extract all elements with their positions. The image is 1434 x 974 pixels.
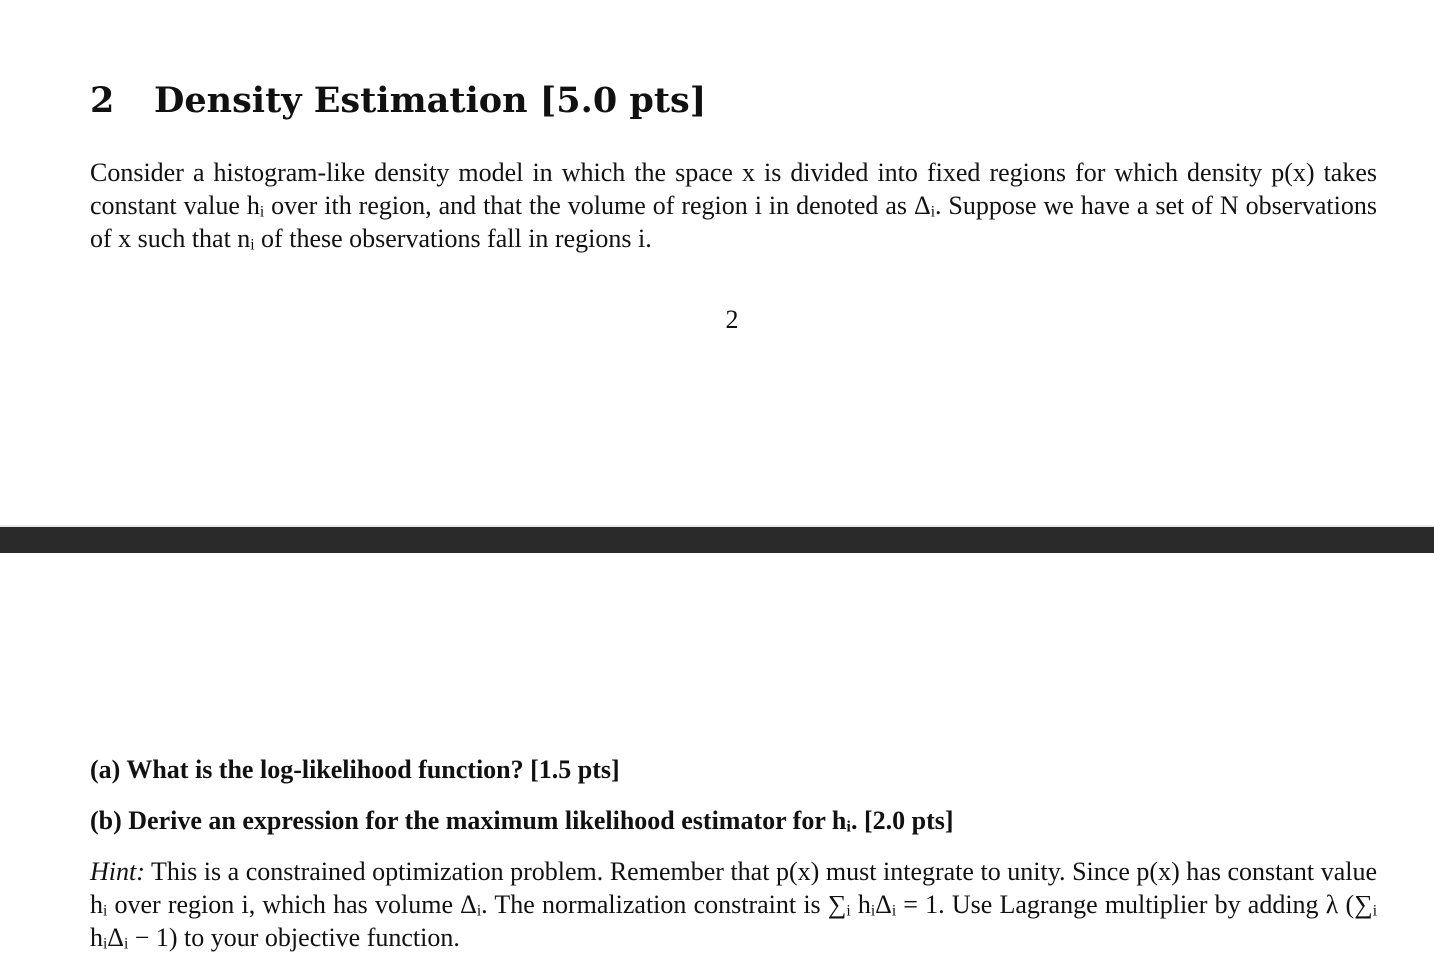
section-title: Density Estimation [5.0 pts] — [154, 80, 707, 121]
page-number: 2 — [725, 305, 739, 334]
hint-label: Hint: — [90, 857, 145, 886]
question-a: (a) What is the log-likelihood function? [1.5 pts] — [90, 755, 620, 784]
question-b: (b) Derive an expression for the maximum likelihood estimator for hᵢ. [2.0 pts] — [90, 806, 954, 835]
section-heading — [90, 78, 706, 124]
hint-paragraph — [90, 855, 1377, 954]
intro-paragraph: Consider a histogram-like density model in which the space x is divided into fixed regions for which density p(x) takes constant value hᵢ over ith region, and that the volume of region i in denoted as Δᵢ. Suppose we have a set of N observations of x such that nᵢ of these observations fall in regions i. — [90, 158, 1377, 253]
hint-text: This is a constrained optimization problem. Remember that p(x) must integrate to unity. Since p(x) has constant value hᵢ over region i, which has volume Δᵢ. The normalization constraint is ∑ᵢ hᵢΔᵢ = 1. Use Lagrange multiplier by adding λ (∑ᵢ hᵢΔᵢ − 1) to your objective function. — [90, 857, 1378, 952]
document-page-bottom — [0, 553, 1434, 974]
page-separator — [0, 525, 1434, 553]
section-number: 2 — [90, 80, 115, 121]
